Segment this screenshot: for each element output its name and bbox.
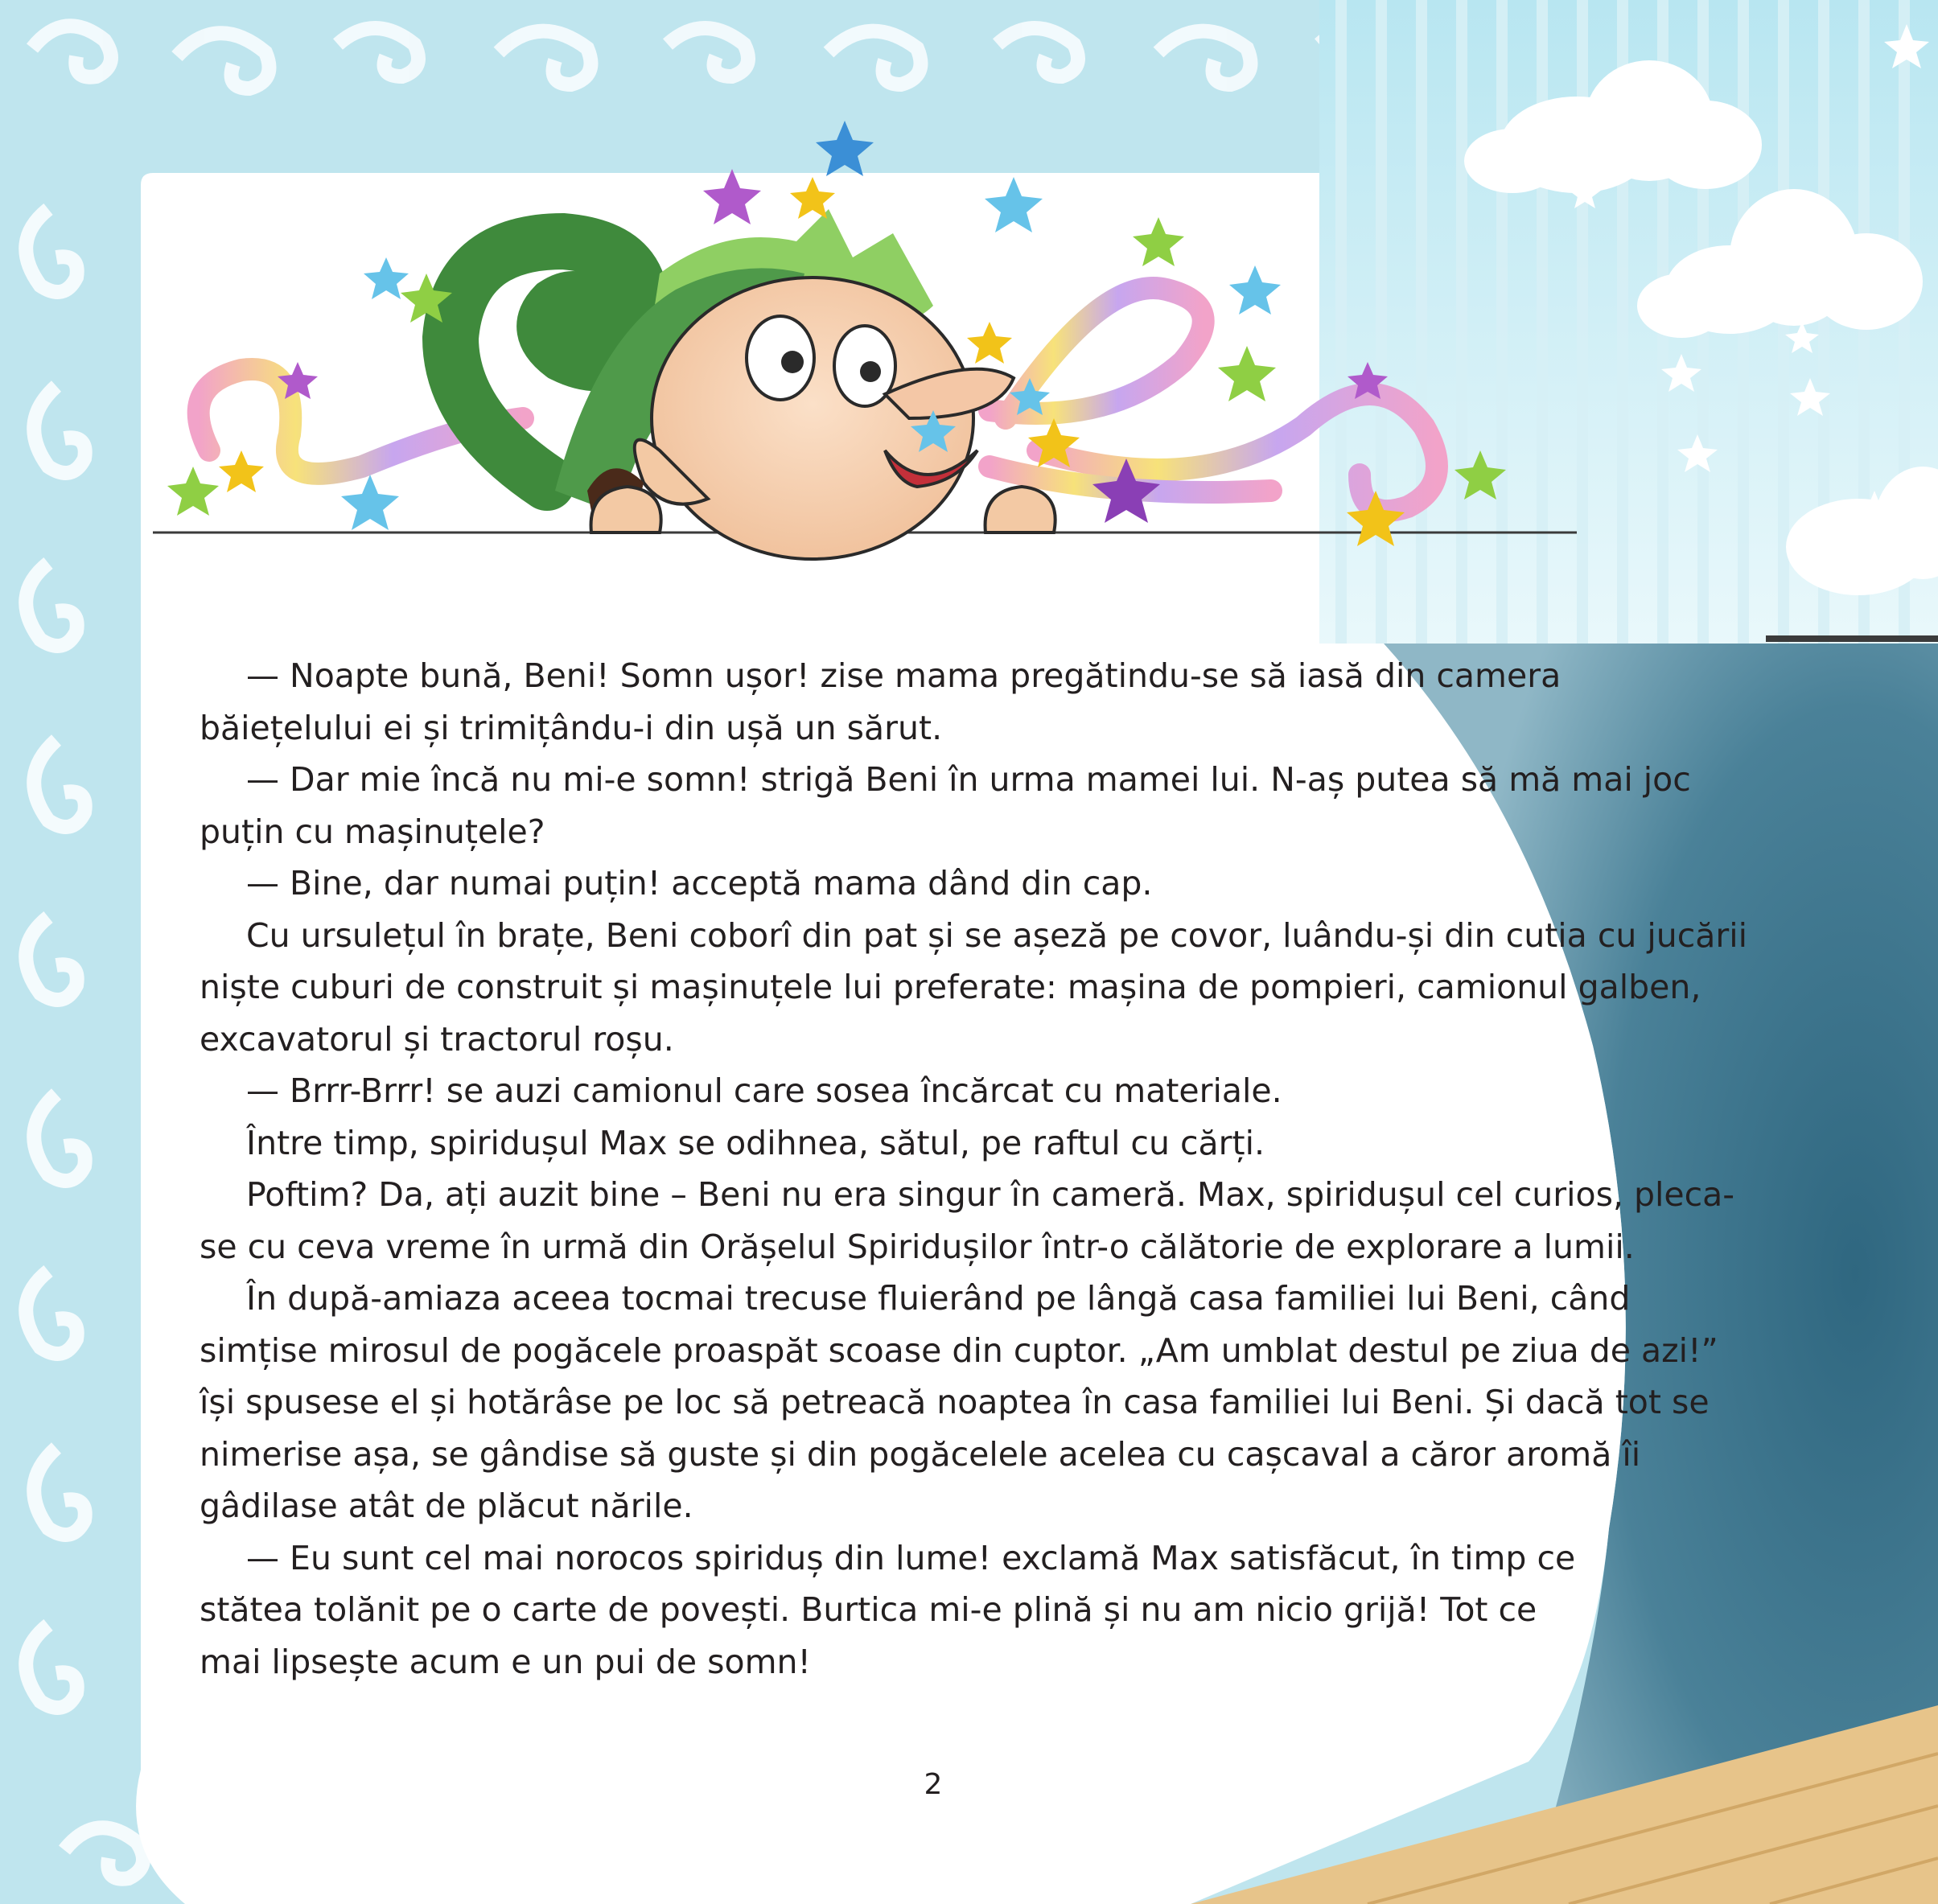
story-line: — Dar mie încă nu mi-e somn! strigă Beni în urma mamei lui. N-aș putea să mă mai joc [246, 760, 1691, 799]
story-line: mai lipsește acum e un pui de somn! [200, 1642, 811, 1681]
story-line: niște cuburi de construit și mașinuțele lui preferate: mașina de pompieri, camionul galben, [200, 968, 1701, 1006]
story-line: — Brrr-Brrr! se auzi camionul care sosea încărcat cu materiale. [246, 1071, 1282, 1110]
story-line: — Bine, dar numai puțin! acceptă mama dând din cap. [246, 864, 1153, 903]
story-line: — Eu sunt cel mai norocos spiriduș din lume! exclamă Max satisfăcut, în timp ce [246, 1538, 1576, 1577]
page-number: 2 [924, 1768, 943, 1801]
story-line: Poftim? Da, ați auzit bine – Beni nu era singur în cameră. Max, spiridușul cel curios, pleca- [246, 1175, 1735, 1214]
story-line: se cu ceva vreme în urmă din Orășelul Spiridușilor într-o călătorie de explorare a lumii. [200, 1227, 1635, 1266]
story-line: gâdilase atât de plăcut nările. [200, 1487, 693, 1525]
sky-panel [1319, 0, 1938, 644]
story-line: — Noapte bună, Beni! Somn ușor! zise mama pregătindu-se să iasă din camera [246, 656, 1562, 695]
story-line: excavatorul și tractorul roșu. [200, 1019, 674, 1059]
story-line: băiețelului ei și trimițându-i din ușă un sărut. [200, 708, 943, 747]
story-line: își spusese el și hotărâse pe loc să petreacă noaptea în casa familiei lui Beni. Și dacă tot se [200, 1383, 1710, 1421]
story-line: nimerise așa, se gândise să guste și din pogăcelele acelea cu cașcaval a căror aromă îi [200, 1434, 1641, 1474]
story-line: stătea tolănit pe o carte de povești. Burtica mi-e plină și nu am nicio grijă! Tot ce [200, 1590, 1537, 1629]
story-line: Cu ursulețul în brațe, Beni coborî din pat și se așeză pe covor, luându-și din cutia cu jucării [246, 915, 1748, 955]
story-text [200, 650, 1748, 1688]
story-line: Între timp, spiridușul Max se odihnea, sătul, pe raftul cu cărți. [246, 1123, 1265, 1162]
story-line: În după-amiaza aceea tocmai trecuse fluierând pe lângă casa familiei lui Beni, când [246, 1279, 1631, 1318]
story-line: simțise mirosul de pogăcele proaspăt scoase din cuptor. „Am umblat destul pe ziua de azi!” [200, 1330, 1718, 1370]
story-line: puțin cu mașinuțele? [200, 812, 545, 851]
